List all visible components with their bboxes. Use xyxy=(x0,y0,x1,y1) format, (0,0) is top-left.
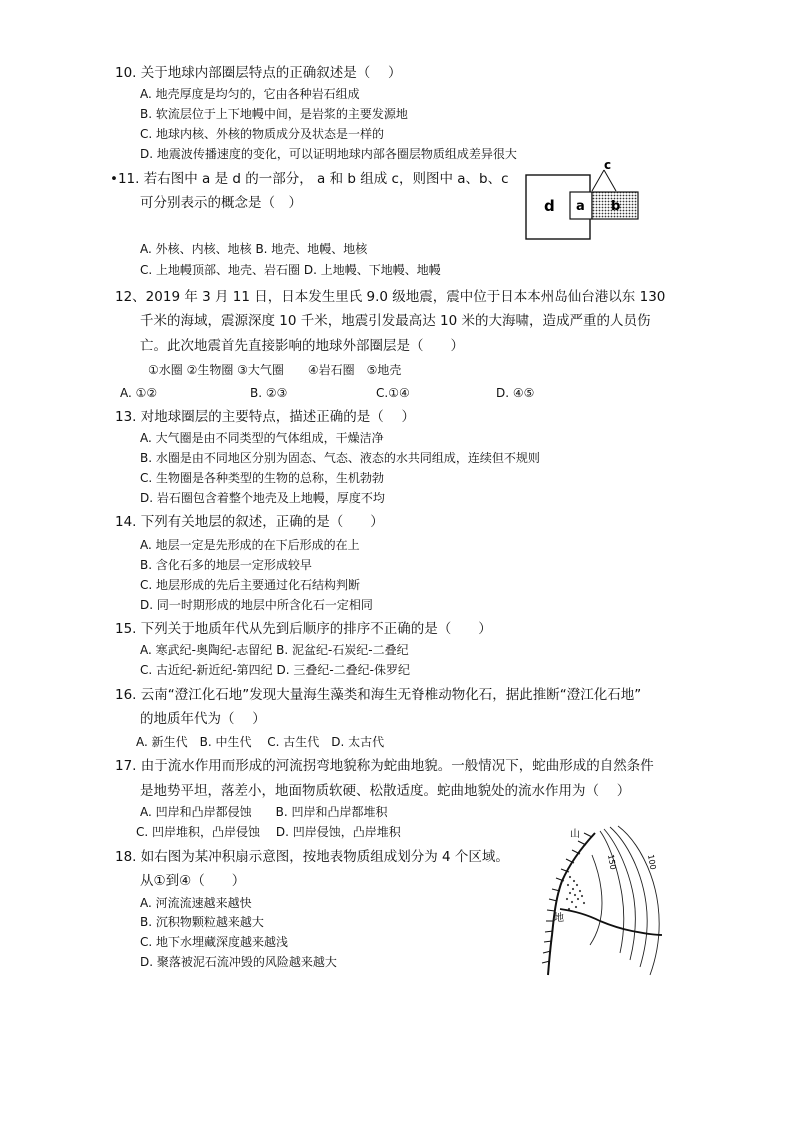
q10-option-d: D. 地震波传播速度的变化，可以证明地球内部各圈层物质组成差异很大 xyxy=(140,147,517,161)
q16-options: A. 新生代 B. 中生代 C. 古生代 D. 太古代 xyxy=(136,735,385,749)
q18-fan-deposits xyxy=(566,876,585,910)
q18-option-a: A. 河流流速越来越快 xyxy=(140,896,252,910)
q17-stem-line1: 17. 由于流水作用而形成的河流拐弯地貌称为蛇曲地貌。一般情况下，蛇曲形成的自然条件 xyxy=(115,758,654,774)
q12-stem-line3: 亡。此次地震首先直接影响的地球外部圈层是（ ） xyxy=(140,338,464,354)
q18-label-left: 地 xyxy=(554,913,564,924)
q16-stem-line2: 的地质年代为（ ） xyxy=(140,711,266,727)
q14-option-b: B. 含化石多的地层一定形成较早 xyxy=(140,558,312,572)
q13-option-d: D. 岩石圈包含着整个地壳及上地幔，厚度不均 xyxy=(140,491,385,505)
q12-option-a: A. ①② xyxy=(120,386,158,400)
q15-stem: 15. 下列关于地质年代从先到后顺序的排序不正确的是（ ） xyxy=(115,621,492,637)
q11-options-row1: A. 外核、内核、地核 B. 地壳、地幔、地核 xyxy=(140,242,368,256)
q13-option-c: C. 生物圈是各种类型的生物的总称，生机勃勃 xyxy=(140,471,385,485)
q17-stem-line2: 是地势平坦，落差小，地面物质软硬、松散适度。蛇曲地貌处的流水作用为（ ） xyxy=(140,783,631,799)
q18-contours xyxy=(590,826,659,975)
q10-option-c: C. 地球内核、外核的物质成分及状态是一样的 xyxy=(140,127,385,141)
q14-option-a: A. 地层一定是先形成的在下后形成的在上 xyxy=(140,538,360,552)
q10-stem: 10. 关于地球内部圈层特点的正确叙述是（ ） xyxy=(115,65,402,81)
q18-stem-line1: 18. 如右图为某冲积扇示意图，按地表物质组成划分为 4 个区域。 xyxy=(115,849,509,865)
q15-options-row1: A. 寒武纪-奥陶纪-志留纪 B. 泥盆纪-石炭纪-二叠纪 xyxy=(140,643,409,657)
q14-option-d: D. 同一时期形成的地层中所含化石一定相同 xyxy=(140,598,373,612)
q11-figure xyxy=(520,158,645,242)
q18-label-mountain: 山 xyxy=(570,829,580,840)
q10-option-a: A. 地壳厚度是均匀的，它由各种岩石组成 xyxy=(140,87,360,101)
q18-alluvial-fan-figure xyxy=(540,825,665,980)
q11-label-d: d xyxy=(544,197,555,215)
q13-stem: 13. 对地球圈层的主要特点，描述正确的是（ ） xyxy=(115,409,416,425)
q17-options-row1: A. 凹岸和凸岸都侵蚀 B. 凹岸和凸岸都堆积 xyxy=(140,805,388,819)
q11-stem-line1: •11. 若右图中 a 是 d 的一部分， a 和 b 组成 c，则图中 a、b、c xyxy=(110,171,509,187)
q18-contour-label-100: 100 xyxy=(646,853,658,871)
q18-contour-label-150: 150 xyxy=(606,853,618,871)
q18-option-b: B. 沉积物颗粒越来越大 xyxy=(140,915,264,929)
q18-option-c: C. 地下水埋藏深度越来越浅 xyxy=(140,935,289,949)
q10-option-b: B. 软流层位于上下地幔中间，是岩浆的主要发源地 xyxy=(140,107,408,121)
q11-label-c: c xyxy=(604,158,612,172)
q13-option-b: B. 水圈是由不同地区分别为固态、气态、液态的水共同组成，连续但不规则 xyxy=(140,451,540,465)
q12-option-c: C.①④ xyxy=(376,386,410,400)
q12-choices: ①水圈 ②生物圈 ③大气圈 ④岩石圈 ⑤地壳 xyxy=(148,363,402,377)
q11-stem-line2: 可分别表示的概念是（ ） xyxy=(140,195,302,211)
q12-option-d: D. ④⑤ xyxy=(496,386,535,400)
q11-options-row2: C. 上地幔顶部、地壳、岩石圈 D. 上地幔、下地幔、地幔 xyxy=(140,263,441,277)
q14-stem: 14. 下列有关地层的叙述，正确的是（ ） xyxy=(115,514,384,530)
q11-pointer-a xyxy=(592,170,604,191)
q12-option-b: B. ②③ xyxy=(250,386,288,400)
q15-options-row2: C. 古近纪-新近纪-第四纪 D. 三叠纪-二叠纪-侏罗纪 xyxy=(140,663,411,677)
q11-pointer-b xyxy=(604,170,616,191)
q18-stem-line2: 从①到④（ ） xyxy=(140,873,246,889)
q11-label-a: a xyxy=(576,199,585,214)
q17-options-row2: C. 凹岸堆积，凸岸侵蚀 D. 凹岸侵蚀，凸岸堆积 xyxy=(136,825,401,839)
q11-label-b: b xyxy=(611,199,621,214)
q13-option-a: A. 大气圈是由不同类型的气体组成，干燥洁净 xyxy=(140,431,384,445)
q18-mountain-edge xyxy=(548,833,595,975)
q14-option-c: C. 地层形成的先后主要通过化石结构判断 xyxy=(140,578,361,592)
q16-stem-line1: 16. 云南“澄江化石地”发现大量海生藻类和海生无脊椎动物化石，据此推断“澄江化石地” xyxy=(115,687,642,703)
q18-option-d: D. 聚落被泥石流冲毁的风险越来越大 xyxy=(140,955,337,969)
q12-stem-line2: 千米的海域，震源深度 10 千米，地震引发最高达 10 米的大海啸，造成严重的人员伤 xyxy=(140,313,651,329)
q12-stem-line1: 12、2019 年 3 月 11 日，日本发生里氏 9.0 级地震，震中位于日本本州岛仙台港以东 130 xyxy=(115,289,666,305)
